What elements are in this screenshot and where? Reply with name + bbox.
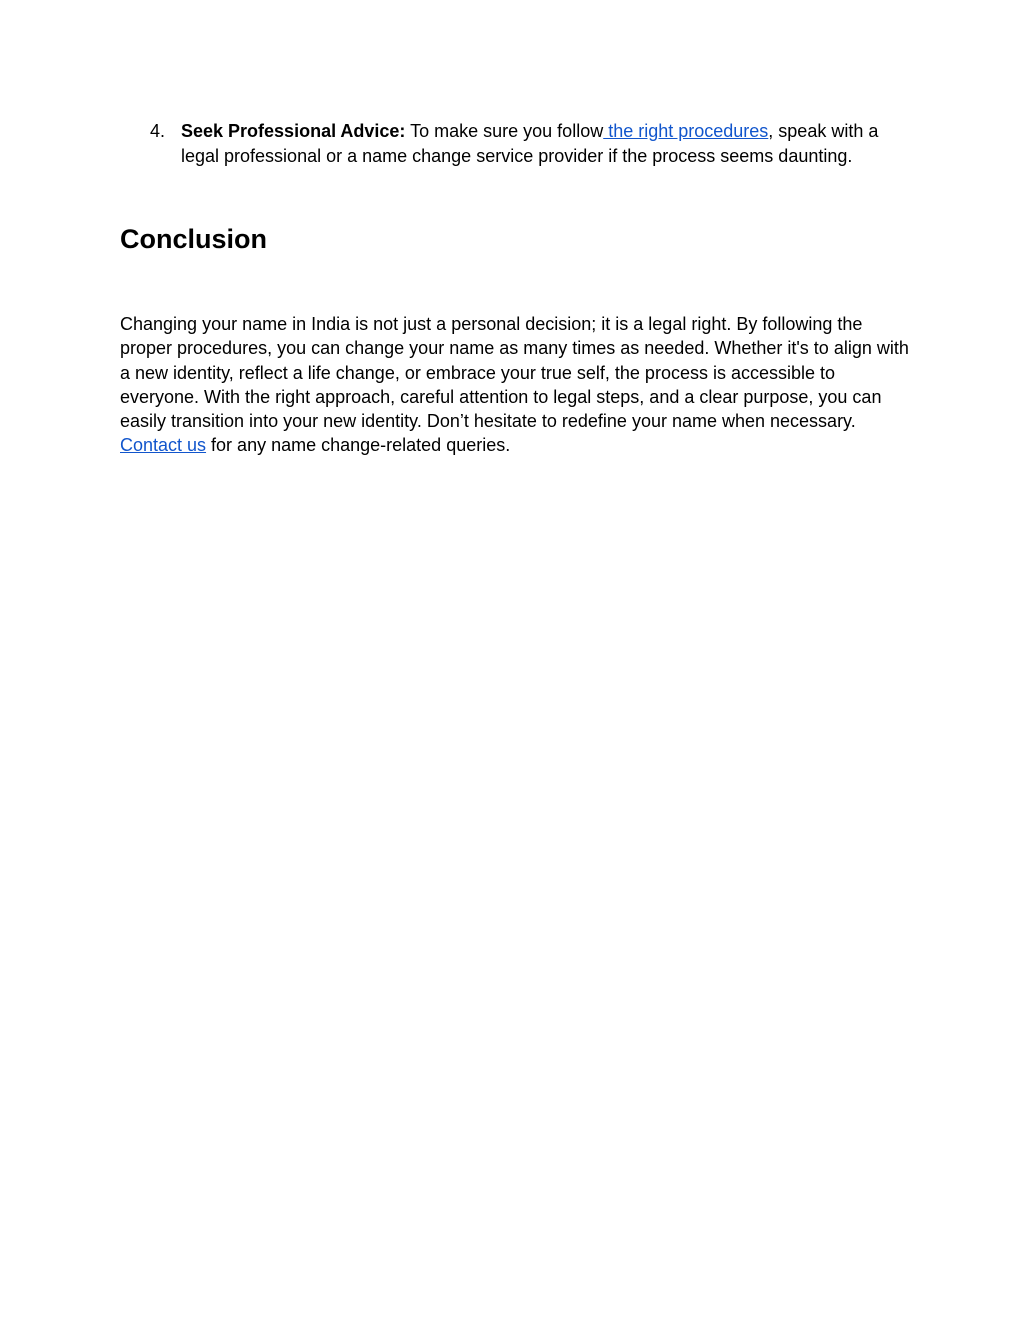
list-item-text-after-link: , speak with a legal professional or a name change service provider if the process seems daunting. — [181, 121, 879, 166]
list-number: 4. — [150, 121, 166, 141]
contact-us-link[interactable]: Contact us — [120, 435, 207, 456]
conclusion-heading: Conclusion — [120, 224, 267, 254]
list-item-seek-professional-advice — [150, 119, 910, 168]
list-item-bold-lead: Seek Professional Advice: — [181, 121, 406, 141]
conclusion-paragraph — [120, 312, 910, 458]
right-procedures-link[interactable]: the right procedures — [603, 121, 769, 141]
conclusion-paragraph-text: Changing your name in India is not just a personal decision; it is a legal right. By following the proper procedures, you can change your name as many times as needed. Whether it's to align with a new identity, reflect a life change, or embrace your true self, the process is accessible to everyone. With the right approach, careful attention to legal steps, and a clear purpose, you can easily transition into your new identity. Don’t hesitate to redefine your name when necessary. — [120, 314, 909, 432]
conclusion-closing-text: for any name change-related queries. — [206, 435, 511, 456]
list-item-text-before-link: To make sure you follow — [405, 121, 604, 141]
list-item-body — [181, 119, 910, 168]
